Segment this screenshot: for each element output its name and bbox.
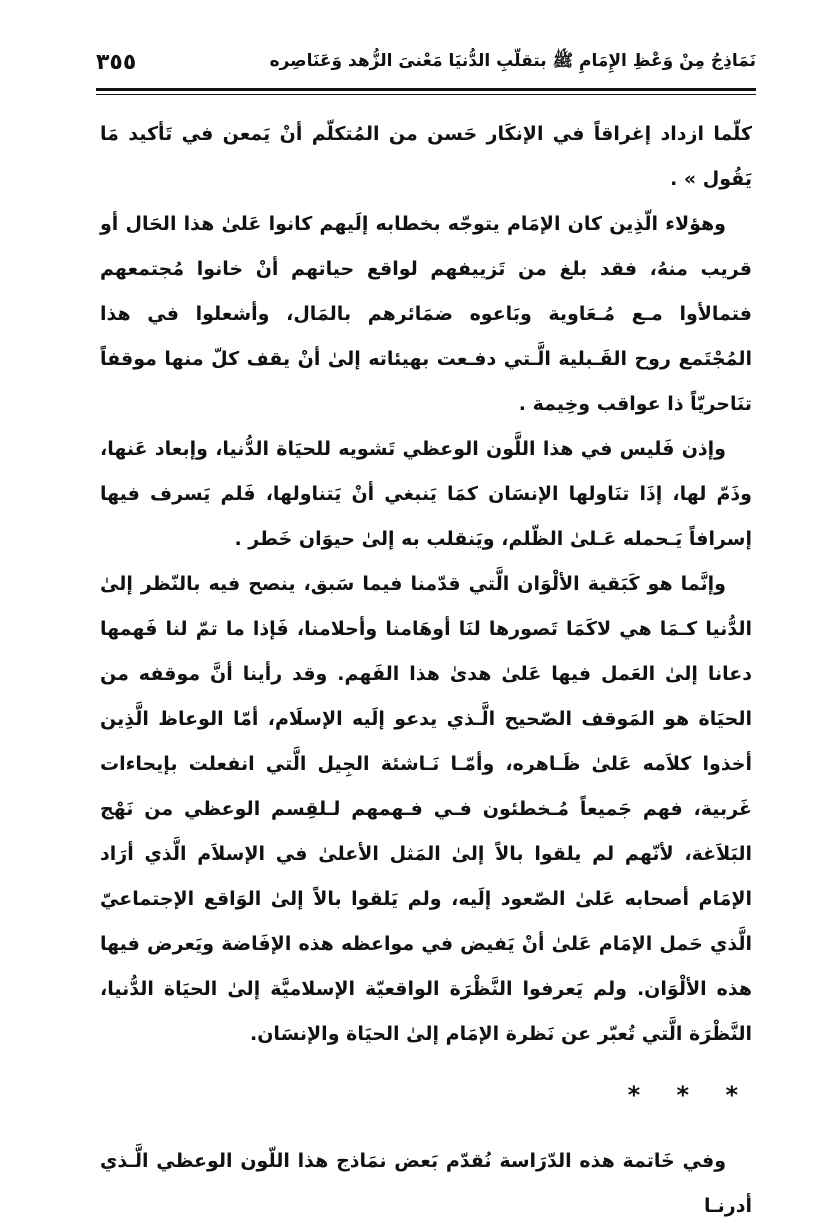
section-separator: * * *: [627, 1081, 752, 1109]
page-header: [96, 44, 756, 88]
header-rule-thin: [96, 94, 756, 95]
paragraph: وهؤلاء الّذِين كان الإمَام يتوجّه بخطابه إلَيهم كانوا عَلىٰ هذا الحَال أو قريب منهُ، فقد بلغ من تَزييفهم لواقع حياتهم أنْ خانوا مُجتمعهم فتمالأوا مـع مُـعَاوية وبَاعوه ضمَائرهم بالمَال، وأشعلوا في هذا المُجْتَمع روح القَـبلية الَّـتي دفـعت بهيئاته إلىٰ أنْ يقف كلّ منها موقفاً تنَاحريّاً ذا عواقب وخِيمة .: [100, 213, 752, 415]
paragraph-continuation: كلّما ازداد إغراقاً في الإنكَار حَسن من المُتكلّم أنْ يَمعن في تَأكيد مَا يَقُول » .: [100, 123, 752, 190]
running-title: نَمَاذِجُ مِنْ وَعْظِ الإِمَامِ ﷺ بتقلّبِ الدُّنيَا مَعْنىَ الزُّهد وَعَنَاصِره: [269, 51, 756, 71]
paragraph: وإذن فَليس في هذا اللَّون الوعظي تَشويه للحيَاة الدُّنيا، وإبعاد عَنها، وذَمّ لها، إذَا تنَاولها الإنسَان كمَا يَنبغي أنْ يَتناولها، فَلم يَسرف فيها إسرافاً يَـحمله عَـلىٰ الظّلم، ويَنقلب به إلىٰ حيوَان خَطر .: [100, 438, 752, 550]
page-number: ٣٥٥: [96, 50, 137, 75]
body-text: [100, 112, 752, 1229]
header-rule: [96, 88, 756, 91]
closing-paragraph: وفي خَاتمة هذه الدّرَاسة نُقدّم بَعض نمَاذج هذا اللّون الوعظي الَّـذي أدرنـا: [100, 1150, 752, 1217]
paragraph: وإنَّما هو كَبَقية الألْوَان الَّتي قدّمنا فيما سَبق، ينصح فيه بالنّظر إلىٰ الدُّنيا كـمَا هي لاكَمَا تَصورها لنَا أوهَامنا وأحلامنا، فَإذا ما تمّ لنا فَهمها دعانا إلىٰ العَمل فيها عَلىٰ هدىٰ هذا الفَهم. وقد رأينا أنَّ موقفه من الحيَاة هو المَوقف الصّحيح الَّـذي يدعو إلَيه الإسلَام، أمّا الوعاظ الَّذِين أخذوا كلاَمه عَلىٰ ظَـاهره، وأمّـا نَـاشئة الجِيل الَّتي انفعلت بإيحاءات غَربية، فهم جَميعاً مُـخطئون فـي فـهمهم لـلقِسم الوعظي من نَهْج البَلاَغة، لأنّهم لم يلقوا بالاً إلىٰ المَثل الأعلىٰ في الإسلاَم الَّذي أرَاد الإمَام أصحابه عَلىٰ الصّعود إلَيه، ولم يَلقوا بالاً إلىٰ الوَاقع الإجتماعيّ الَّذي حَمل الإمَام عَلىٰ أنْ يَفيض في مواعظه هذه الإفَاضة ويَعرض فيها هذه الألْوَان. ولم يَعرفوا النَّظْرَة الواقعيّة الإسلاميَّة إلىٰ الحيَاة الدُّنيا، النَّظْرَة الَّتي تُعبّر عن نَظرة الإمَام إلىٰ الحيَاة والإنسَان.: [100, 573, 752, 1045]
